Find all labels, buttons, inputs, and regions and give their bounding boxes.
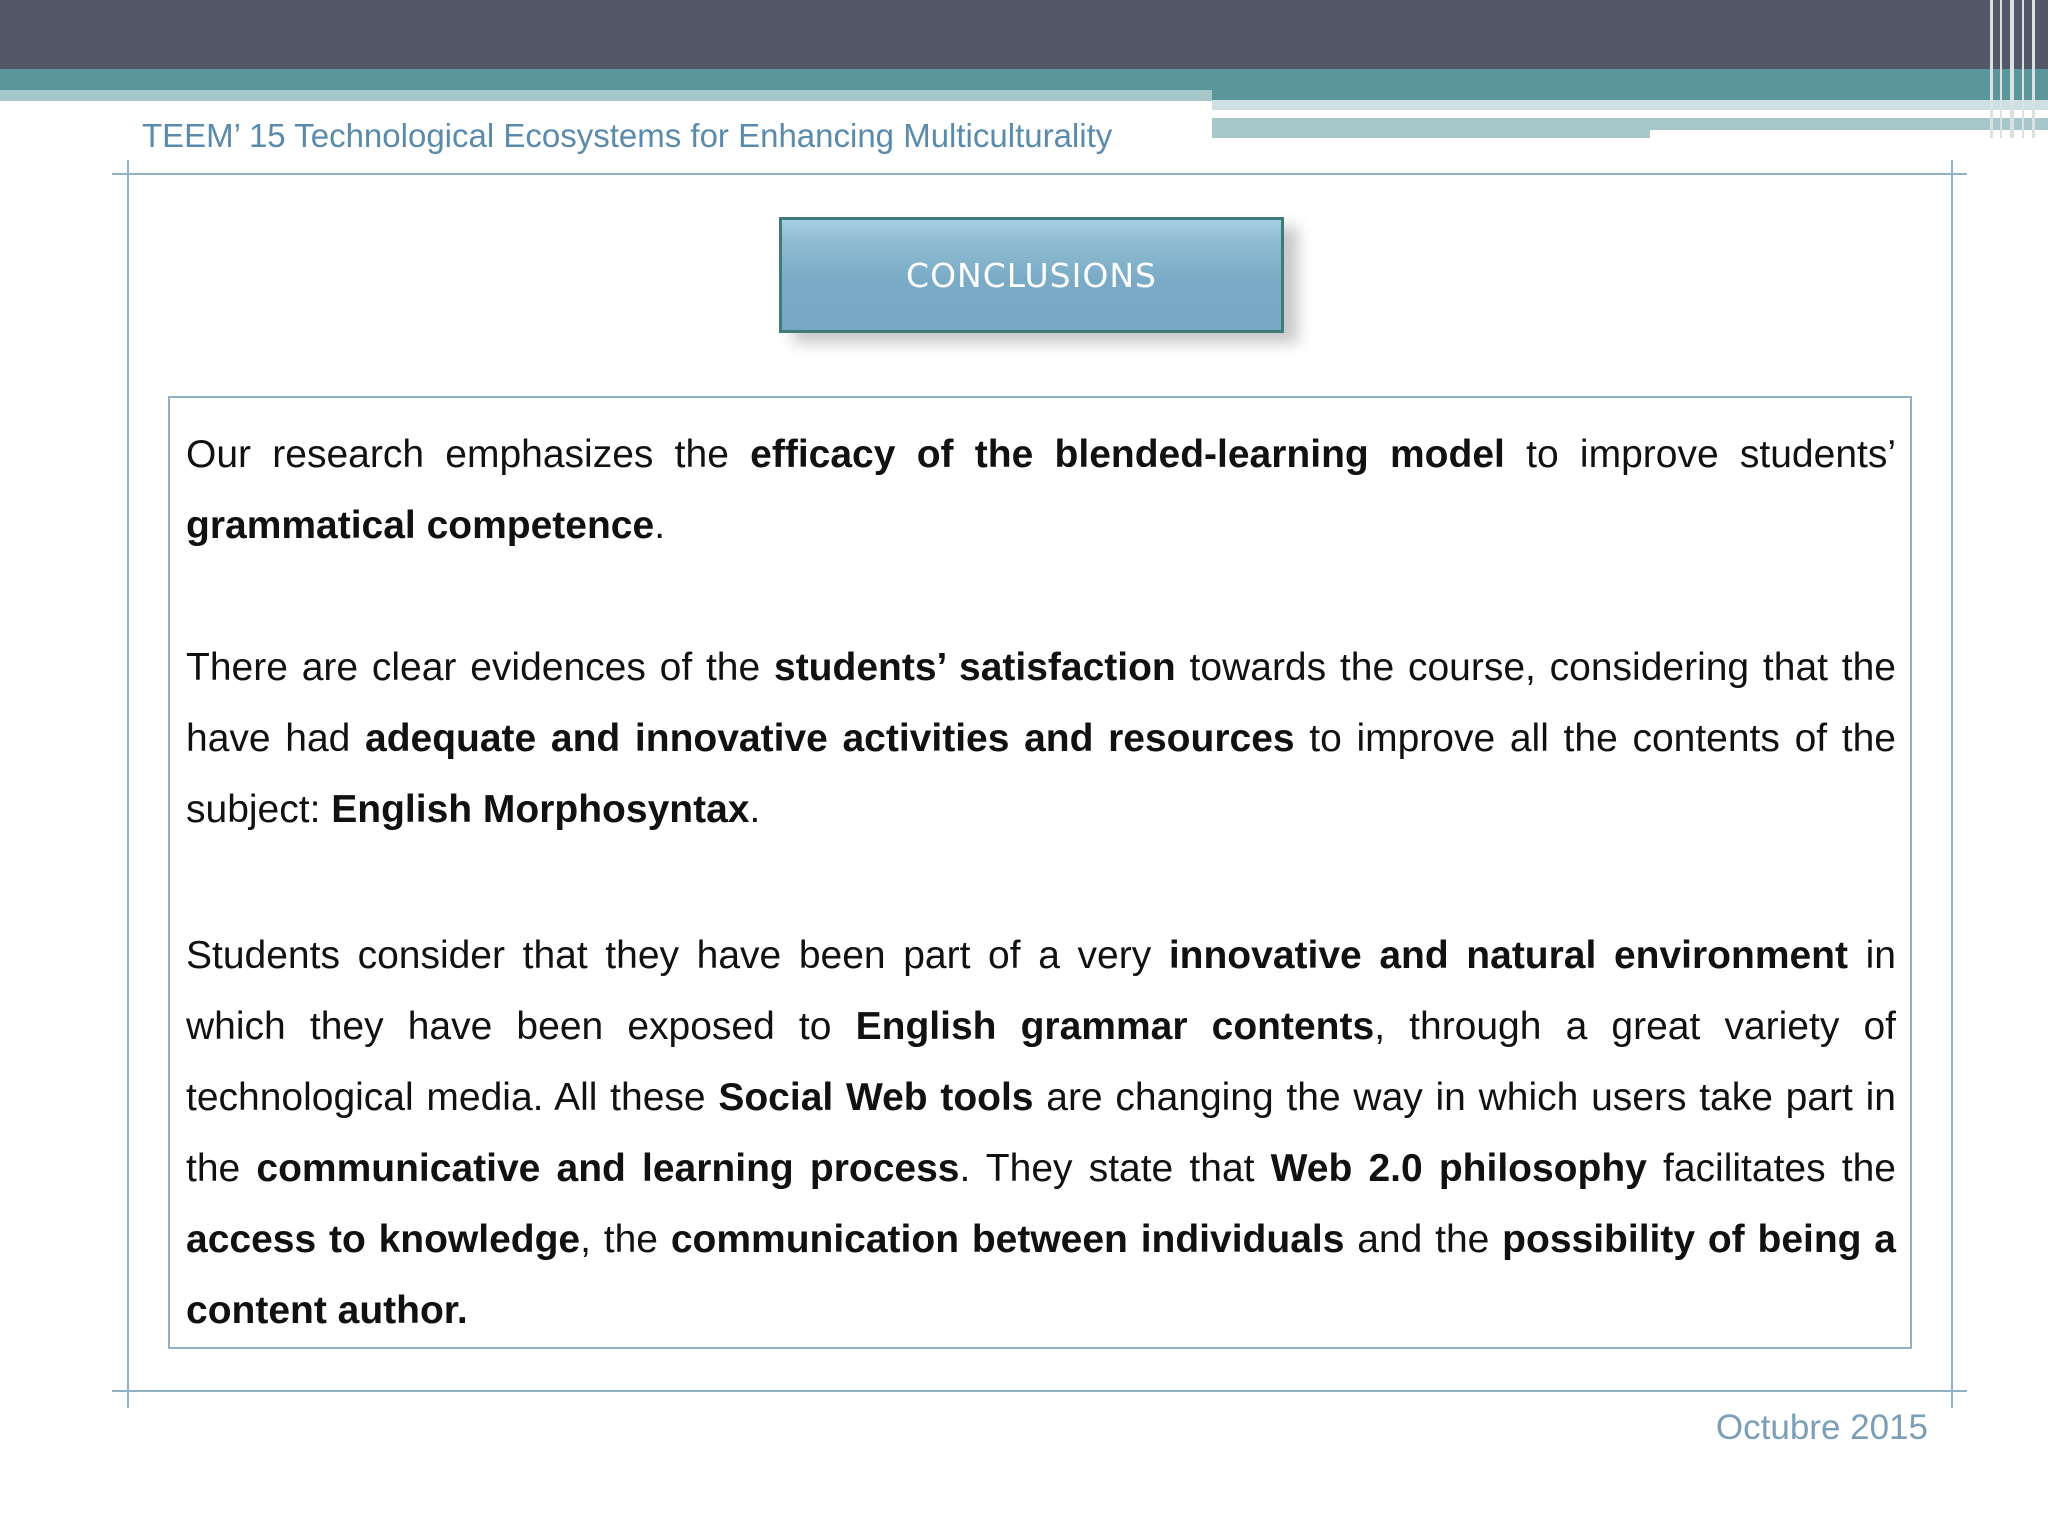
header-band-white-line <box>1212 110 1897 118</box>
header-stripe <box>1990 0 1993 138</box>
header-band-teal-right <box>1212 90 2048 100</box>
body-text: to improve all the contents of the subject: <box>186 717 1896 831</box>
header-stripe <box>2010 0 2014 138</box>
emphasis-text: English Morphosyntax <box>331 788 750 831</box>
emphasis-text: Web 2.0 philosophy <box>1270 1147 1647 1190</box>
emphasis-text: adequate and innovative activities and resources <box>365 717 1295 760</box>
body-text: . <box>749 788 761 831</box>
header-stripe <box>2022 0 2024 138</box>
emphasis-text: communication between individuals <box>670 1218 1345 1261</box>
body-text: There are clear evidences of the <box>186 646 774 689</box>
emphasis-text: Social Web tools <box>718 1076 1034 1119</box>
header-band-white-notch <box>1650 130 2048 138</box>
body-text: . <box>654 504 666 547</box>
body-text: , through a great variety of technological media. All these <box>186 1005 1897 1119</box>
frame-right-line <box>1951 160 1953 1408</box>
footer-date: Octubre 2015 <box>1715 1408 1928 1447</box>
body-text: and the <box>1344 1218 1503 1261</box>
frame-bottom-line <box>112 1390 1967 1392</box>
header-band-pale-right <box>1212 100 2048 110</box>
header-band-light-left <box>0 90 1212 101</box>
frame-left-line <box>127 160 129 1408</box>
paragraph-blended-learning <box>186 419 1896 561</box>
emphasis-text: grammatical competence <box>186 504 655 547</box>
body-text: Students consider that they have been part of a very <box>186 934 1169 977</box>
emphasis-text: communicative and learning process <box>256 1147 960 1190</box>
body-text: are changing the way in which users take part in the <box>186 1076 1896 1190</box>
emphasis-text: innovative and natural environment <box>1168 934 1848 977</box>
slide-top-bar <box>0 0 2048 69</box>
emphasis-text: possibility of being a content author. <box>186 1218 1896 1332</box>
body-text: Our research emphasizes the <box>186 433 751 476</box>
body-text: in which they have been exposed to <box>186 934 1896 1048</box>
body-text: facilitates the <box>1646 1147 1896 1190</box>
body-text: , the <box>580 1218 671 1261</box>
emphasis-text: efficacy of the blended-learning model <box>750 433 1505 476</box>
paragraph-learning-environment <box>186 920 1896 1346</box>
paragraph-student-satisfaction <box>186 632 1896 845</box>
section-title: CONCLUSIONS <box>906 255 1157 295</box>
frame-top-line <box>112 173 1967 175</box>
header-band-teal <box>0 69 2048 90</box>
body-text: . They state that <box>959 1147 1271 1190</box>
header-stripe <box>2000 0 2002 138</box>
section-title-box <box>779 217 1284 333</box>
emphasis-text: access to knowledge <box>186 1218 581 1261</box>
header-stripe <box>2032 0 2035 138</box>
body-text: towards the course, considering that the have had <box>186 646 1896 760</box>
emphasis-text: students’ satisfaction <box>774 646 1176 689</box>
slide-header-title: TEEM’ 15 Technological Ecosystems for Enhancing Multiculturality <box>142 117 1113 154</box>
emphasis-text: English grammar contents <box>855 1005 1375 1048</box>
body-text: to improve students’ <box>1504 433 1897 476</box>
